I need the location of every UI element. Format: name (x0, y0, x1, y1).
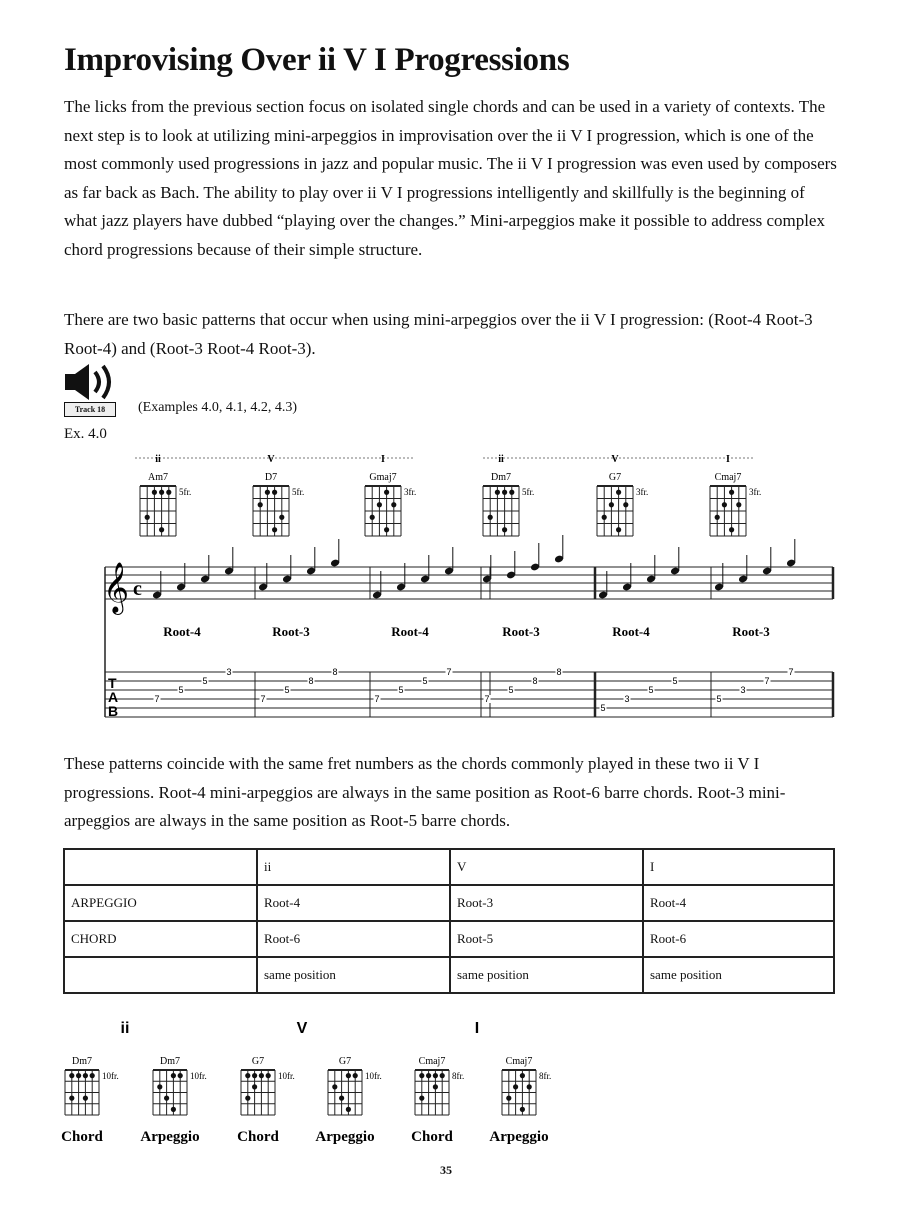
finger-dot (145, 515, 150, 520)
tab-number: 8 (532, 676, 538, 686)
pattern-label: Root-3 (732, 624, 770, 639)
finger-dot (433, 1084, 438, 1089)
pattern-label: Root-4 (391, 624, 429, 639)
finger-dot (353, 1073, 358, 1078)
finger-dot (279, 515, 284, 520)
tab-number: 7 (446, 667, 452, 677)
finger-dot (272, 490, 277, 495)
fret-label: 3fr. (749, 487, 762, 497)
finger-dot (488, 515, 493, 520)
fret-label: 8fr. (452, 1071, 465, 1081)
chord-numeral: I (726, 454, 730, 465)
tab-number: 5 (508, 685, 514, 695)
tab-number: 7 (374, 694, 380, 704)
chord-diagram (502, 1070, 536, 1115)
tab-letter: B (108, 703, 119, 719)
fret-label: 10fr. (278, 1071, 295, 1081)
fret-label: 5fr. (292, 487, 305, 497)
chord-diagram (328, 1070, 362, 1115)
chord-numeral: V (267, 454, 275, 465)
bottom-chord-name: Cmaj7 (505, 1056, 533, 1067)
finger-dot (346, 1073, 351, 1078)
tab-letter: T (108, 675, 117, 691)
finger-dot (736, 502, 741, 507)
finger-dot (76, 1073, 81, 1078)
finger-dot (609, 502, 614, 507)
chord-name: Am7 (148, 472, 168, 483)
finger-dot (265, 490, 270, 495)
tab-number: 3 (226, 667, 232, 677)
bottom-chord-name: G7 (251, 1056, 265, 1067)
chord-name: D7 (264, 472, 278, 483)
tab-number: 5 (716, 694, 722, 704)
chord-numeral: V (611, 454, 619, 465)
fret-label: 8fr. (539, 1071, 552, 1081)
chord-diagram (253, 486, 289, 536)
chord-numeral: I (381, 454, 385, 465)
table-cell: Root-4 (257, 885, 450, 921)
finger-dot (166, 490, 171, 495)
fret-label: 10fr. (102, 1071, 119, 1081)
tab-number: 5 (202, 676, 208, 686)
table-cell: V (450, 849, 643, 885)
bottom-chord-name: Cmaj7 (418, 1056, 446, 1067)
tab-number: 8 (308, 676, 314, 686)
finger-dot (623, 502, 628, 507)
finger-dot (509, 490, 514, 495)
tab-number: 5 (178, 685, 184, 695)
finger-dot (164, 1096, 169, 1101)
finger-dot (69, 1073, 74, 1078)
table-cell: same position (643, 957, 834, 993)
table-header-row (64, 849, 834, 885)
notation-figure (95, 452, 845, 737)
tab-number: 5 (648, 685, 654, 695)
tab-number: 7 (484, 694, 490, 704)
finger-dot (370, 515, 375, 520)
chord-name: Dm7 (491, 472, 511, 483)
bottom-chord-name: Dm7 (72, 1056, 92, 1067)
diagram-caption: Chord (237, 1129, 279, 1145)
table-row (64, 957, 834, 993)
table-cell: ii (257, 849, 450, 885)
fret-label: 3fr. (404, 487, 417, 497)
diagram-caption: Chord (61, 1129, 103, 1145)
finger-dot (178, 1073, 183, 1078)
diagram-caption: Arpeggio (140, 1129, 200, 1145)
table-cell: Root-6 (257, 921, 450, 957)
finger-dot (377, 502, 382, 507)
chord-diagram (365, 486, 401, 536)
diagram-caption: Arpeggio (315, 1129, 375, 1145)
tab-number: 3 (624, 694, 630, 704)
bottom-numeral: I (474, 1020, 480, 1037)
finger-dot (391, 502, 396, 507)
table-cell: Root-4 (643, 885, 834, 921)
chord-numeral: ii (155, 454, 161, 465)
finger-dot (157, 1084, 162, 1089)
bottom-diagrams (55, 1015, 595, 1150)
finger-dot (715, 515, 720, 520)
chord-numeral: ii (498, 454, 504, 465)
table-cell: ARPEGGIO (64, 885, 257, 921)
chord-diagram (710, 486, 746, 536)
finger-dot (346, 1107, 351, 1112)
fret-label: 10fr. (365, 1071, 382, 1081)
chord-diagram (483, 486, 519, 536)
explanation-paragraph: These patterns coincide with the same fret numbers as the chords commonly played in these two ii V I progressions. Root-4 mini-arpeggios are always in the same position as Root-6 barre chords. Root-3 mini-arpeggios are always in the same position as Root-5 barre chords. (64, 754, 786, 831)
chord-diagram (415, 1070, 449, 1115)
tab-number: 5 (600, 703, 606, 713)
table-cell: same position (450, 957, 643, 993)
table-cell: Root-6 (643, 921, 834, 957)
table-cell: CHORD (64, 921, 257, 957)
finger-dot (83, 1096, 88, 1101)
finger-dot (245, 1096, 250, 1101)
finger-dot (384, 527, 389, 532)
time-signature: c (133, 578, 142, 600)
chord-name: G7 (608, 472, 622, 483)
table-cell: same position (257, 957, 450, 993)
pattern-label: Root-4 (163, 624, 201, 639)
table-cell: Root-3 (450, 885, 643, 921)
finger-dot (419, 1096, 424, 1101)
finger-dot (272, 527, 277, 532)
finger-dot (171, 1073, 176, 1078)
finger-dot (252, 1073, 257, 1078)
tab-number: 5 (672, 676, 678, 686)
chord-diagram (241, 1070, 275, 1115)
finger-dot (419, 1073, 424, 1078)
table-cell (64, 957, 257, 993)
finger-dot (729, 527, 734, 532)
finger-dot (520, 1073, 525, 1078)
finger-dot (433, 1073, 438, 1078)
finger-dot (83, 1073, 88, 1078)
finger-dot (259, 1073, 264, 1078)
tab-number: 7 (764, 676, 770, 686)
finger-dot (440, 1073, 445, 1078)
tab-number: 3 (740, 685, 746, 695)
tab-number: 7 (788, 667, 794, 677)
tab-number: 5 (422, 676, 428, 686)
chord-name: Cmaj7 (714, 472, 742, 483)
fret-label: 3fr. (636, 487, 649, 497)
fret-label: 5fr. (179, 487, 192, 497)
finger-dot (339, 1096, 344, 1101)
finger-dot (159, 490, 164, 495)
comparison-table (63, 848, 835, 994)
chord-diagram (140, 486, 176, 536)
page-number: 35 (440, 1163, 452, 1177)
table-cell (64, 849, 257, 885)
finger-dot (152, 490, 157, 495)
diagram-caption: Chord (411, 1129, 453, 1145)
finger-dot (69, 1096, 74, 1101)
finger-dot (729, 490, 734, 495)
finger-dot (502, 527, 507, 532)
examples-label: (Examples 4.0, 4.1, 4.2, 4.3) (138, 400, 298, 415)
track-badge[interactable]: Track 18 (64, 402, 116, 417)
pattern-label: Root-3 (502, 624, 540, 639)
finger-dot (258, 502, 263, 507)
tab-number: 8 (332, 667, 338, 677)
finger-dot (527, 1084, 532, 1089)
tab-number: 5 (284, 685, 290, 695)
chord-diagram (153, 1070, 187, 1115)
diagram-caption: Arpeggio (489, 1129, 549, 1145)
fret-label: 10fr. (190, 1071, 207, 1081)
tab-letter: A (108, 689, 119, 705)
table-cell: I (643, 849, 834, 885)
tab-number: 7 (154, 694, 160, 704)
bottom-chord-name: Dm7 (160, 1056, 180, 1067)
finger-dot (384, 490, 389, 495)
example-number: Ex. 4.0 (64, 426, 107, 442)
chord-name: Gmaj7 (369, 472, 397, 483)
treble-clef-icon: 𝄞 (103, 562, 130, 613)
finger-dot (171, 1107, 176, 1112)
finger-dot (426, 1073, 431, 1078)
finger-dot (520, 1107, 525, 1112)
chord-diagram (597, 486, 633, 536)
chord-diagram (65, 1070, 99, 1115)
finger-dot (266, 1073, 271, 1078)
finger-dot (90, 1073, 95, 1078)
finger-dot (513, 1084, 518, 1089)
finger-dot (332, 1084, 337, 1089)
finger-dot (159, 527, 164, 532)
pattern-label: Root-4 (612, 624, 650, 639)
patterns-paragraph: There are two basic patterns that occur when using mini-arpeggios over the ii V I progression: (Root-4 Root-3 Root-4) and (Root-3 Root-4 Root-3). (64, 310, 813, 358)
tab-number: 7 (260, 694, 266, 704)
finger-dot (245, 1073, 250, 1078)
intro-paragraph: The licks from the previous section focus on isolated single chords and can be used in a variety of contexts. The next step is to look at utilizing mini-arpeggios in improvisation over the ii V I progression, which is one of the most commonly used progressions in jazz and popular music. The ii V I progression was even used by composers as far back as Bach. The ability to play over ii V I progressions intelligently and skillfully is the beginning of what jazz players have dubbed “playing over the changes.” Mini-arpeggios make it possible to address complex chord progressions because of their simple structure. (64, 97, 837, 259)
fret-label: 5fr. (522, 487, 535, 497)
page-title: Improvising Over ii V I Progressions (64, 42, 570, 78)
finger-dot (616, 490, 621, 495)
bottom-numeral: ii (120, 1020, 130, 1037)
table-row (64, 921, 834, 957)
bottom-numeral: V (296, 1020, 308, 1037)
finger-dot (495, 490, 500, 495)
finger-dot (506, 1096, 511, 1101)
finger-dot (252, 1084, 257, 1089)
pattern-label: Root-3 (272, 624, 310, 639)
table-row (64, 885, 834, 921)
finger-dot (502, 490, 507, 495)
tab-number: 8 (556, 667, 562, 677)
finger-dot (616, 527, 621, 532)
table-cell: Root-5 (450, 921, 643, 957)
tab-number: 5 (398, 685, 404, 695)
speaker-icon[interactable] (63, 362, 119, 402)
bottom-chord-name: G7 (338, 1056, 352, 1067)
finger-dot (602, 515, 607, 520)
finger-dot (722, 502, 727, 507)
